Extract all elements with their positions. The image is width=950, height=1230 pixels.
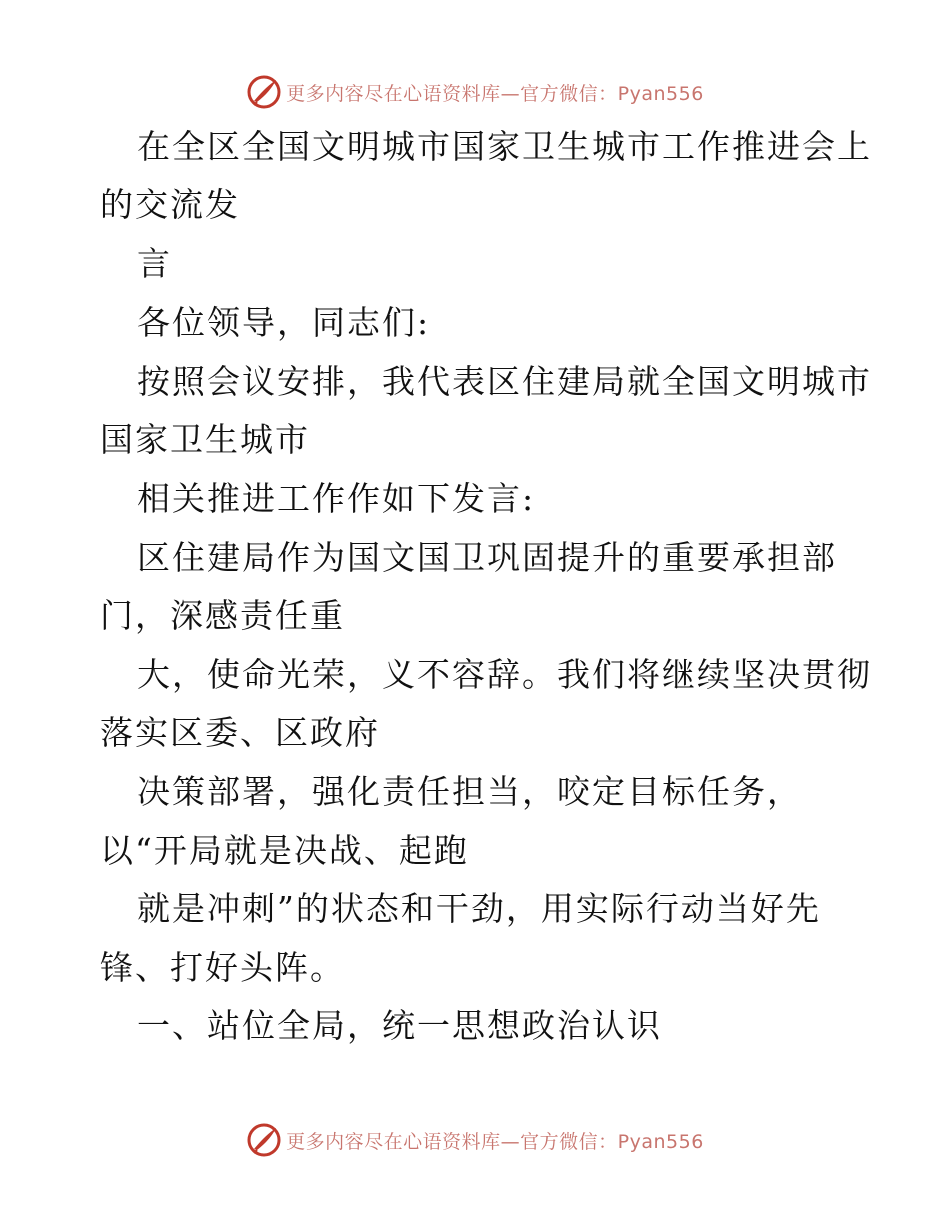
quill-logo-icon: [246, 74, 282, 110]
header-banner-text: 更多内容尽在心语资料库—官方微信：Pyan556: [286, 82, 704, 105]
paragraph-line: 区住建局作为国文国卫巩固提升的重要承担部: [137, 538, 837, 577]
quill-logo-icon: [246, 1122, 282, 1158]
paragraph-line: 锋、打好头阵。: [100, 948, 345, 987]
paragraph-line: 按照会议安排，我代表区住建局就全国文明城市: [137, 362, 872, 401]
header-banner: [0, 70, 950, 114]
paragraph-line: 大，使命光荣，义不容辞。我们将继续坚决贯彻: [137, 655, 872, 694]
paragraph-line: 落实区委、区政府: [100, 713, 380, 752]
salutation: 各位领导，同志们:: [137, 303, 431, 342]
paragraph-line: 国家卫生城市: [100, 420, 310, 459]
paragraph-line: 决策部署，强化责任担当，咬定目标任务，: [137, 772, 802, 811]
footer-banner-text: 更多内容尽在心语资料库—官方微信：Pyan556: [286, 1130, 704, 1153]
paragraph-line: 门，深感责任重: [100, 596, 345, 635]
title-line-3: 言: [137, 244, 172, 283]
title-line-1: 在全区全国文明城市国家卫生城市工作推进会上: [137, 127, 872, 166]
footer-banner: [0, 1118, 950, 1162]
title-line-2: 的交流发: [100, 185, 240, 224]
section-heading: 一、站位全局，统一思想政治认识: [137, 1006, 662, 1045]
paragraph-line: 就是冲刺”的状态和干劲，用实际行动当好先: [137, 889, 821, 928]
paragraph-line: 相关推进工作作如下发言:: [137, 479, 536, 518]
paragraph-line: 以“开局就是决战、起跑: [100, 831, 469, 870]
